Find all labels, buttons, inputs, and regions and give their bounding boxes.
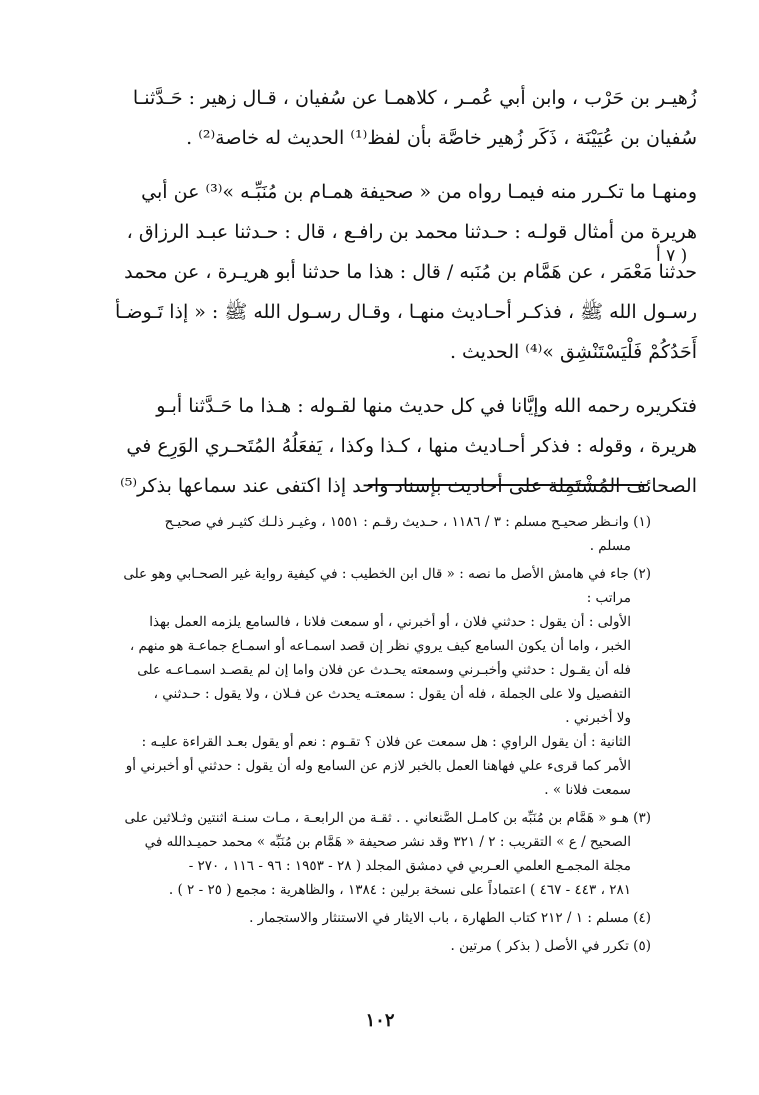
footnote-line: الثانية : أن يقول الراوي : هل سمعت عن فلان ؟ تقـوم : نعم أو يقول بعـد القراءة عليـه : <box>141 734 631 750</box>
footnote-5 <box>51 934 651 958</box>
footnote-line: الأمر كما قرىء علي فهاهنا العمل بالخبر لازم عن السامع وله أن يقول : حدثني أو أخبرني أو <box>125 758 631 774</box>
paragraph-2 <box>57 172 697 372</box>
footnote-line: (٢) جاء في هامش الأصل ما نصه : « قال ابن الخطيب : في كيفية رواية غير الصحـابي وهو على <box>123 566 651 582</box>
footnote-4 <box>51 906 651 930</box>
footnote-line: (٤) مسلم : ١ / ٢١٢ كتاب الطهارة ، باب الايثار في الاستنثار والاستجمار . <box>249 910 651 926</box>
paragraph-3 <box>57 386 697 506</box>
footnote-line: التفصيل ولا على الجملة ، فله أن يقول : سمعتـه يحدث عن فـلان ، ولا يقول : حـدثني ، <box>153 686 631 702</box>
footnote-line: الخبر ، واما أن يكون السامع كيف يروي نظر إن قصد اسمـاعه أو اسمـاع جماعـة هو منهم ، <box>129 638 631 654</box>
footnote-separator <box>368 484 648 486</box>
paragraph-1 <box>57 78 697 158</box>
margin-folio-marker: ٧ أ ) <box>656 246 688 266</box>
text-line: ومنهـا ما تكـرر منه فيمـا رواه من « صحيفة همـام بن مُنَبِّـه »⁽³⁾ عن أبي <box>141 181 697 203</box>
main-text <box>57 78 697 520</box>
text-line: حدثنا مَعْمَر ، عن هَمَّام بن مُنَبه / قال : هذا ما حدثنا أبو هريـرة ، عن محمد <box>124 261 697 283</box>
text-line: أَحَدُكُمْ فَلْيَسْتَنْشِق »⁽⁴⁾ الحديث . <box>449 341 697 363</box>
footnote-line: ٢٨١ ، ٤٤٣ - ٤٦٧ ) اعتماداً على نسخة برلين : ١٣٨٤ ، والظاهرية : مجمع ( ٢٥ - ٢ ) . <box>168 882 631 898</box>
text-line: هريرة من أمثال قولـه : حـدثنا محمد بن رافـع ، قال : حـدثنا عبـد الرزاق ، <box>126 221 697 243</box>
footnote-line: مراتب : <box>586 590 631 606</box>
footnote-line: الصحيح / ع » التقريب : ٢ / ٣٢١ وقد نشر صحيفة « هَمَّام بن مُنَبِّه » محمد حميـدالله في <box>144 834 631 850</box>
footnote-2 <box>51 562 651 802</box>
footnote-line: سمعت فلانا » . <box>544 782 631 798</box>
footnotes <box>51 510 651 962</box>
footnote-line: ولا أخبرني . <box>565 710 631 726</box>
text-line: الصحائف المُشْتَمِلة على أحاديث بإسناد واحد إذا اكتفى عند سماعها بذكر⁽⁵⁾ <box>120 475 697 497</box>
text-line: سُفيان بن عُيَيْنَة ، ذَكَر زُهير خاصَّة بأن لفظ⁽¹⁾ الحديث له خاصة⁽²⁾ . <box>186 127 697 149</box>
footnote-line: الأولى : أن يقول : حدثني فلان ، أو أخبرني ، أو سمعت فلانا ، فالسامع يلزمه العمل بهذا <box>149 614 631 630</box>
footnote-line: مسلم . <box>589 538 631 554</box>
text-line: فتكريره رحمه الله وإيَّانا في كل حديث منها لقـوله : هـذا ما حَـدَّثنا أبـو <box>156 395 697 417</box>
text-line: زُهيـر بن حَرْب ، وابن أبي عُمـر ، كلاهمـا عن سُفيان ، قـال زهير : حَـدَّثنـا <box>132 87 697 109</box>
footnote-3 <box>51 806 651 902</box>
footnote-line: (١) وانـظر صحيـح مسلم : ٣ / ١١٨٦ ، حـديث رقـم : ١٥٥١ ، وغيـر ذلـك كثيـر في صحيـح <box>164 514 651 530</box>
footnote-line: (٣) هـو « هَمَّام بن مُنَبِّه بن كامـل الصَّنعاني . . ثقـة من الرابعـة ، مـات سنـة اثنتين وثـلاثين على <box>124 810 651 826</box>
text-line: رسـول الله ﷺ ، فذكـر أحـاديث منهـا ، وقـال رسـول الله ﷺ : « إذا تَـوضـأ <box>115 301 697 323</box>
footnote-line: فله أن يقـول : حدثني وأخبـرني وسمعته يحـدث عن فلان واما إن لم يقصـد اسمـاعـه على <box>137 662 631 678</box>
footnote-1 <box>51 510 651 558</box>
footnote-line: مجلة المجمـع العلمي العـربي في دمشق المجلد ( ٢٨ - ١٩٥٣ : ٩٦ - ١١٦ ، ٢٧٠ - <box>188 858 631 874</box>
text-line: هريرة ، وقوله : فذكر أحـاديث منها ، كـذا وكذا ، يَفعَلُهُ المُتَحـري الوَرِع في <box>126 435 697 457</box>
page-number: ١٠٢ <box>365 1010 395 1031</box>
footnote-line: (٥) تكرر في الأصل ( بذكر ) مرتين . <box>450 938 651 954</box>
